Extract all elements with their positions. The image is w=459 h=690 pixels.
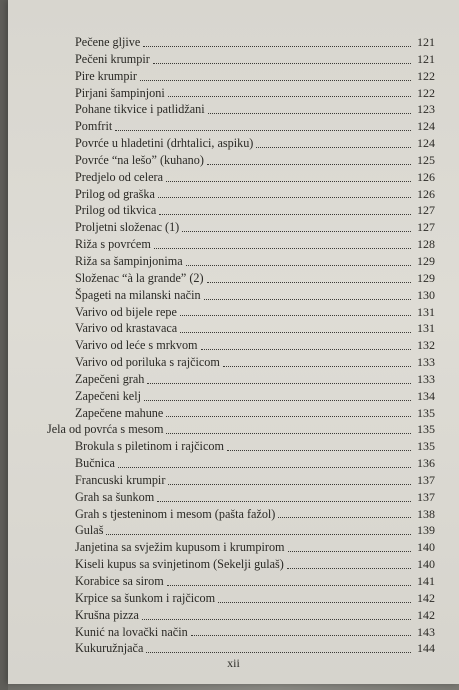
toc-entry	[8, 624, 459, 641]
dot-leader	[256, 147, 411, 148]
toc-entry-page-number: 123	[417, 102, 435, 117]
toc-entry-page-number: 139	[417, 523, 435, 538]
toc-entry-title-text: Krpice sa šunkom i rajčicom	[75, 590, 216, 605]
toc-entry-title-text: Zapečene mahune	[75, 405, 164, 420]
toc-entry-title	[75, 135, 255, 152]
dot-leader	[147, 383, 411, 384]
toc-entry-title-text: Povrće “na lešo” (kuhano)	[75, 152, 204, 167]
dot-leader	[115, 130, 411, 131]
toc-entry-title	[75, 287, 203, 304]
toc-entry-title-text: Gulaš	[75, 523, 104, 538]
left-page-edge	[0, 0, 8, 690]
toc-entry-title	[75, 388, 143, 405]
toc-entry-title-text: Kiseli kupus sa svinjetinom (Sekelji gulaš)	[75, 557, 284, 572]
toc-entry-title	[47, 421, 165, 438]
toc-entry-page-number: 142	[417, 607, 435, 622]
toc-entry-title	[75, 68, 139, 85]
toc-entry-page-number: 136	[417, 456, 435, 471]
toc-entry	[8, 287, 459, 304]
toc-entry-title	[75, 85, 167, 102]
toc-entry	[8, 152, 459, 169]
dot-leader	[167, 585, 411, 586]
toc-entry	[8, 438, 459, 455]
toc-entry-title	[75, 371, 146, 388]
toc-entry-title-text: Zapečeni kelj	[75, 388, 141, 403]
toc-entry-page-number: 144	[417, 641, 435, 656]
toc-entry-title-text: Pečene gljive	[75, 35, 141, 49]
toc-entry	[8, 253, 459, 270]
toc-entry	[8, 304, 459, 321]
dot-leader	[118, 467, 411, 468]
toc-entry-title-text: Pire krumpir	[75, 68, 137, 83]
toc-entry	[8, 68, 459, 85]
toc-entry	[8, 640, 459, 657]
toc-entry	[8, 135, 459, 152]
toc-entry-title-text: Zapečeni grah	[75, 371, 145, 386]
toc-entry-title-text: Varivo od krastavaca	[75, 321, 178, 336]
toc-entry-title-text: Složenac “à la grande” (2)	[75, 270, 204, 285]
table-of-contents	[8, 34, 459, 657]
toc-entry-title-text: Prilog od tikvica	[75, 203, 157, 218]
toc-entry-page-number: 137	[417, 489, 435, 504]
toc-entry	[8, 101, 459, 118]
toc-entry-page-number: 127	[417, 203, 435, 218]
dot-leader	[106, 534, 411, 535]
toc-entry-title-text: Kunić na lovački način	[75, 624, 188, 639]
toc-entry-title-text: Pomfrit	[75, 119, 113, 134]
toc-entry	[8, 573, 459, 590]
dot-leader	[144, 400, 411, 401]
toc-entry-page-number: 122	[417, 68, 435, 83]
dot-leader	[182, 231, 411, 232]
toc-entry-title	[75, 202, 158, 219]
toc-entry-title	[75, 51, 152, 68]
toc-entry-page-number: 130	[417, 287, 435, 302]
toc-entry	[8, 270, 459, 287]
dot-leader	[143, 46, 411, 47]
toc-entry-title-text: Grah s tjesteninom i mesom (pašta fažol)	[75, 506, 276, 521]
dot-leader	[278, 517, 411, 518]
toc-entry-page-number: 135	[417, 422, 435, 437]
toc-entry-title	[75, 304, 179, 321]
dot-leader	[208, 113, 411, 114]
toc-entry-title-text: Proljetni složenac (1)	[75, 220, 180, 235]
toc-entry-title-text: Francuski krumpir	[75, 472, 166, 487]
toc-entry	[8, 51, 459, 68]
toc-entry-title	[75, 556, 286, 573]
toc-entry-title-text: Špageti na milanski način	[75, 287, 201, 302]
toc-entry-title-text: Bučnica	[75, 456, 115, 471]
toc-entry	[8, 522, 459, 539]
toc-entry	[8, 506, 459, 523]
toc-entry	[8, 539, 459, 556]
toc-entry-title	[75, 236, 153, 253]
toc-entry-title	[75, 152, 206, 169]
toc-entry	[8, 202, 459, 219]
toc-entry-page-number: 133	[417, 371, 435, 386]
toc-entry-page-number: 133	[417, 355, 435, 370]
dot-leader	[207, 164, 411, 165]
toc-entry	[8, 405, 459, 422]
toc-entry-title-text: Prilog od graška	[75, 186, 155, 201]
toc-entry-page-number: 121	[417, 51, 435, 66]
toc-entry-page-number: 135	[417, 439, 435, 454]
toc-entry	[8, 85, 459, 102]
toc-entry-title	[75, 270, 206, 287]
toc-entry-page-number: 129	[417, 270, 435, 285]
toc-entry	[8, 607, 459, 624]
toc-entry-title-text: Pečeni krumpir	[75, 51, 150, 66]
dot-leader	[142, 619, 411, 620]
toc-entry-title	[75, 624, 190, 641]
toc-entry	[8, 388, 459, 405]
toc-entry-page-number: 129	[417, 253, 435, 268]
dot-leader	[166, 433, 411, 434]
toc-entry-title	[75, 169, 165, 186]
toc-entry	[8, 455, 459, 472]
toc-entry-title	[75, 253, 185, 270]
toc-entry	[8, 354, 459, 371]
dot-leader	[180, 315, 411, 316]
dot-leader	[287, 568, 411, 569]
toc-entry-title	[75, 34, 142, 51]
dot-leader	[146, 652, 411, 653]
toc-entry-title	[75, 506, 277, 523]
toc-entry	[8, 118, 459, 135]
toc-entry-page-number: 124	[417, 119, 435, 134]
toc-entry-title	[75, 354, 222, 371]
toc-entry-page-number: 137	[417, 472, 435, 487]
toc-entry-page-number: 140	[417, 557, 435, 572]
dot-leader	[168, 96, 411, 97]
toc-entry-page-number: 141	[417, 574, 435, 588]
toc-entry-title	[75, 320, 179, 337]
toc-entry-title-text: Korabice sa sirom	[75, 574, 164, 588]
toc-entry-page-number: 131	[417, 304, 435, 319]
dot-leader	[186, 265, 411, 266]
toc-entry-page-number: 143	[417, 624, 435, 639]
toc-entry	[8, 219, 459, 236]
toc-entry-title-text: Brokula s piletinom i rajčicom	[75, 439, 224, 454]
dot-leader	[223, 366, 411, 367]
toc-entry-page-number: 128	[417, 237, 435, 252]
toc-entry	[8, 169, 459, 186]
toc-entry-page-number: 122	[417, 85, 435, 100]
toc-entry-page-number: 138	[417, 506, 435, 521]
dot-leader	[168, 484, 411, 485]
toc-entry	[8, 590, 459, 607]
dot-leader	[191, 635, 411, 636]
toc-entry-title-text: Janjetina sa svježim kupusom i krumpirom	[75, 540, 285, 555]
toc-entry-title-text: Varivo od poriluka s rajčicom	[75, 355, 220, 370]
toc-entry-title	[75, 405, 165, 422]
toc-entry-title	[75, 438, 226, 455]
toc-section-heading	[8, 421, 459, 438]
dot-leader	[157, 501, 411, 502]
toc-entry-page-number: 142	[417, 590, 435, 605]
toc-entry	[8, 34, 459, 51]
toc-entry-title-text: Grah sa šunkom	[75, 489, 155, 504]
dot-leader	[158, 197, 411, 198]
toc-entry-title-text: Riža s povrćem	[75, 237, 151, 252]
toc-entry	[8, 186, 459, 203]
toc-entry-title-text: Varivo od leće s mrkvom	[75, 338, 198, 353]
toc-entry-page-number: 131	[417, 321, 435, 336]
toc-entry-page-number: 126	[417, 186, 435, 201]
toc-entry-title-text: Kukuružnjača	[75, 641, 144, 656]
toc-entry-page-number: 124	[417, 136, 435, 151]
dot-leader	[140, 80, 411, 81]
dot-leader	[207, 282, 411, 283]
toc-entry-title	[75, 101, 207, 118]
toc-entry-title-text: Pohane tikvice i patlidžani	[75, 102, 205, 117]
toc-entry-title	[75, 219, 181, 236]
toc-entry	[8, 337, 459, 354]
dot-leader	[153, 63, 411, 64]
toc-entry	[8, 489, 459, 506]
dot-leader	[218, 602, 411, 603]
toc-entry-title	[75, 573, 166, 590]
toc-entry-title	[75, 539, 287, 556]
toc-entry-page-number: 135	[417, 405, 435, 420]
toc-entry	[8, 320, 459, 337]
toc-entry-page-number: 134	[417, 388, 435, 403]
toc-entry-page-number: 121	[417, 35, 435, 49]
toc-entry-title	[75, 186, 157, 203]
toc-entry-title	[75, 607, 141, 624]
dot-leader	[201, 349, 411, 350]
dot-leader	[154, 248, 411, 249]
toc-entry-title	[75, 590, 217, 607]
dot-leader	[166, 181, 411, 182]
dot-leader	[288, 551, 411, 552]
toc-entry-page-number: 132	[417, 338, 435, 353]
toc-entry-title	[75, 455, 117, 472]
toc-entry-title-text: Pirjani šampinjoni	[75, 85, 165, 100]
toc-entry-title-text: Krušna pizza	[75, 607, 139, 622]
book-page	[8, 0, 459, 684]
toc-entry-page-number: 125	[417, 152, 435, 167]
dot-leader	[159, 214, 411, 215]
toc-entry-page-number: 127	[417, 220, 435, 235]
toc-entry-title-text: Predjelo od celera	[75, 169, 163, 184]
toc-entry-title-text: Varivo od bijele repe	[75, 304, 177, 319]
page-number-footer: xii	[227, 656, 240, 670]
toc-entry	[8, 556, 459, 573]
toc-entry-title	[75, 522, 105, 539]
toc-entry	[8, 371, 459, 388]
toc-entry-title	[75, 118, 114, 135]
toc-entry-title	[75, 489, 156, 506]
toc-entry-title	[75, 472, 167, 489]
toc-entry	[8, 472, 459, 489]
toc-entry-title	[75, 640, 145, 657]
toc-entry	[8, 236, 459, 253]
dot-leader	[166, 416, 411, 417]
dot-leader	[204, 299, 411, 300]
toc-entry-title-text: Povrće u hladetini (drhtalici, aspiku)	[75, 136, 254, 151]
toc-entry-title-text: Jela od povrća s mesom	[47, 422, 164, 437]
dot-leader	[180, 332, 411, 333]
toc-entry-title-text: Riža sa šampinjonima	[75, 253, 183, 268]
toc-entry-title	[75, 337, 200, 354]
toc-entry-page-number: 140	[417, 540, 435, 555]
dot-leader	[227, 450, 411, 451]
toc-entry-page-number: 126	[417, 169, 435, 184]
